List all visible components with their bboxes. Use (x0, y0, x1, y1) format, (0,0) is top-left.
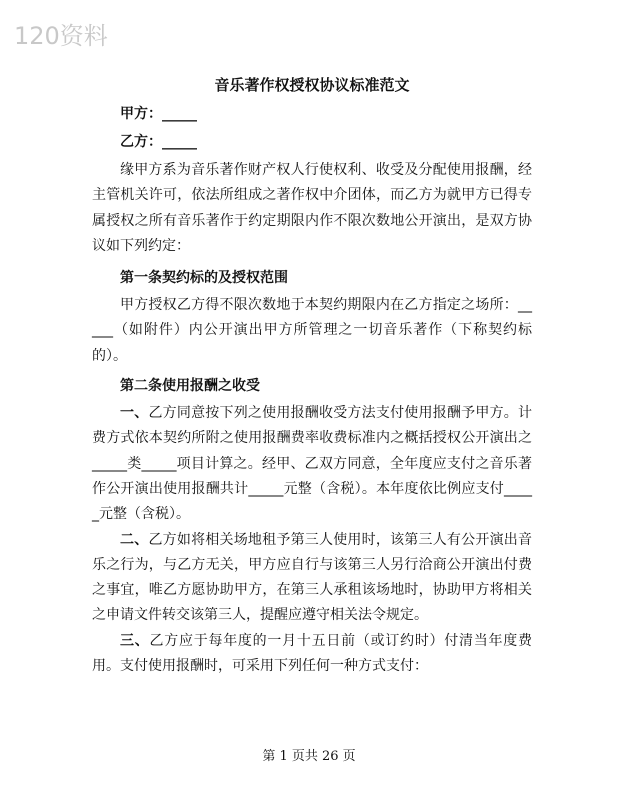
article2-heading: 第二条使用报酬之收受 (120, 378, 260, 395)
party-b-label: 乙方： (120, 134, 162, 150)
clause2-label: 二、 (120, 531, 149, 548)
article1-paragraph: 甲方授权乙方得不限次数地于本契约期限内在乙方指定之场所：_____（如附件）内公开演出甲方所管理之一切音乐著作（下称契约标的）。 (92, 297, 532, 364)
party-a-line (92, 102, 532, 126)
clause1-text: 乙方同意按下列之使用报酬收受方法支付使用报酬予甲方。计费方式依本契约所附之使用报酬费率收费标准内之概括授权公开演出之_____类_____项目计算之。经甲、乙双方同意，全年度应支付之音乐著作公开演出使用报酬共计_____元整（含税）。本年度依比例应支付_____元整（含税）。 (92, 405, 533, 523)
document-title: 音乐著作权授权协议标准范文 (214, 76, 410, 94)
document-page (92, 70, 532, 679)
clause3-text: 乙方应于每年度的一月十五日前（或订约时）付清当年度费用。支付使用报酬时，可采用下列任何一种方式支付： (92, 632, 533, 675)
page-footer: 第 1 页共 26 页 (262, 749, 356, 764)
watermark: 120资料 (14, 22, 108, 50)
intro-paragraph: 缘甲方系为音乐著作财产权人行使权利、收受及分配使用报酬，经主管机关许可，依法所组成之著作权中介团体，而乙方为就甲方已得专属授权之所有音乐著作于约定期限内作不限次数地公开演出，是双方协议如下列约定： (92, 162, 532, 254)
party-b-blank: _____ (162, 134, 197, 150)
article1-heading: 第一条契约标的及授权范围 (120, 270, 288, 287)
party-a-label: 甲方： (120, 106, 162, 122)
party-b-line (92, 130, 532, 154)
clause3-label: 三、 (120, 632, 150, 649)
clause2-text: 乙方如将相关场地租予第三人使用时，该第三人有公开演出音乐之行为，与乙方无关，甲方应自行与该第三人另行洽商公开演出付费之事宜，唯乙方愿协助甲方，在第三人承租该场地时，协助甲方将相关之申请文件转交该第三人，提醒应遵守相关法令规定。 (92, 531, 533, 624)
clause1-paragraph (92, 401, 532, 527)
clause2-paragraph (92, 528, 532, 629)
clause3-paragraph (92, 629, 532, 680)
clause1-label: 一、 (120, 405, 149, 422)
party-a-blank: _____ (162, 106, 197, 122)
